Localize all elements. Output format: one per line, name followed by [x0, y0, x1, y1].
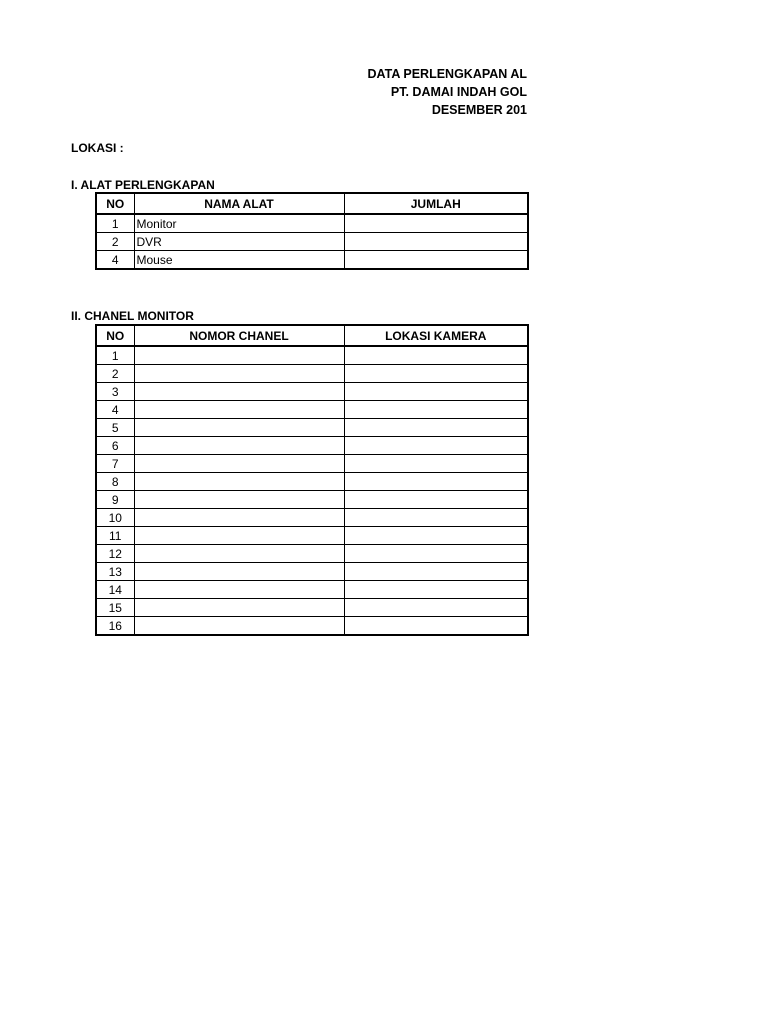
table-row	[96, 491, 528, 509]
cell-lokasi-kamera	[344, 437, 528, 455]
cell-lokasi-kamera	[344, 563, 528, 581]
cell-no: 9	[96, 491, 134, 509]
cell-lokasi-kamera	[344, 509, 528, 527]
cell-no: 5	[96, 419, 134, 437]
cell-lokasi-kamera	[344, 419, 528, 437]
document-date: DESEMBER 201	[431, 103, 527, 117]
cell-lokasi-kamera	[344, 383, 528, 401]
cell-nomor-chanel	[134, 563, 344, 581]
column-header-nomor-chanel: NOMOR CHANEL	[134, 325, 344, 346]
cell-nomor-chanel	[134, 491, 344, 509]
document-title: DATA PERLENGKAPAN AL	[367, 67, 527, 81]
column-header-lokasi-kamera: LOKASI KAMERA	[344, 325, 528, 346]
cell-lokasi-kamera	[344, 401, 528, 419]
table-row	[96, 251, 528, 270]
cell-no: 2	[96, 365, 134, 383]
cell-lokasi-kamera	[344, 455, 528, 473]
cell-no: 3	[96, 383, 134, 401]
table-row	[96, 419, 528, 437]
column-header-nama-alat: NAMA ALAT	[134, 193, 344, 214]
table-row	[96, 617, 528, 636]
cell-no: 2	[96, 233, 134, 251]
cell-no: 13	[96, 563, 134, 581]
column-header-no: NO	[96, 325, 134, 346]
table-row	[96, 545, 528, 563]
cell-nama-alat: Mouse	[134, 251, 344, 270]
cell-no: 10	[96, 509, 134, 527]
table-row	[96, 581, 528, 599]
cell-jumlah	[344, 214, 528, 233]
cell-nomor-chanel	[134, 527, 344, 545]
cell-no: 4	[96, 401, 134, 419]
column-header-no: NO	[96, 193, 134, 214]
cell-jumlah	[344, 251, 528, 270]
cell-no: 4	[96, 251, 134, 270]
table-row	[96, 455, 528, 473]
cell-lokasi-kamera	[344, 473, 528, 491]
table-row	[96, 383, 528, 401]
cell-nomor-chanel	[134, 545, 344, 563]
cell-lokasi-kamera	[344, 365, 528, 383]
cell-lokasi-kamera	[344, 617, 528, 636]
cell-nomor-chanel	[134, 509, 344, 527]
cell-lokasi-kamera	[344, 545, 528, 563]
cell-nomor-chanel	[134, 599, 344, 617]
cell-lokasi-kamera	[344, 599, 528, 617]
table-row	[96, 599, 528, 617]
cell-nomor-chanel	[134, 365, 344, 383]
section-2-title: II. CHANEL MONITOR	[71, 309, 194, 323]
cell-no: 12	[96, 545, 134, 563]
cell-no: 7	[96, 455, 134, 473]
channel-table	[95, 324, 529, 636]
table-header-row	[96, 193, 528, 214]
table-row	[96, 563, 528, 581]
cell-jumlah	[344, 233, 528, 251]
table-row	[96, 509, 528, 527]
cell-nomor-chanel	[134, 346, 344, 365]
table-row	[96, 346, 528, 365]
table-row	[96, 365, 528, 383]
cell-nomor-chanel	[134, 437, 344, 455]
table-row	[96, 527, 528, 545]
cell-nama-alat: Monitor	[134, 214, 344, 233]
cell-nomor-chanel	[134, 473, 344, 491]
cell-no: 16	[96, 617, 134, 636]
cell-lokasi-kamera	[344, 527, 528, 545]
table-row	[96, 437, 528, 455]
table-row	[96, 401, 528, 419]
cell-nomor-chanel	[134, 401, 344, 419]
cell-nomor-chanel	[134, 419, 344, 437]
table-row	[96, 233, 528, 251]
table-header-row	[96, 325, 528, 346]
cell-lokasi-kamera	[344, 581, 528, 599]
cell-no: 6	[96, 437, 134, 455]
cell-no: 8	[96, 473, 134, 491]
column-header-jumlah: JUMLAH	[344, 193, 528, 214]
cell-no: 15	[96, 599, 134, 617]
cell-no: 11	[96, 527, 134, 545]
table-row	[96, 473, 528, 491]
cell-no: 14	[96, 581, 134, 599]
cell-nomor-chanel	[134, 383, 344, 401]
cell-nomor-chanel	[134, 617, 344, 636]
table-row	[96, 214, 528, 233]
cell-lokasi-kamera	[344, 491, 528, 509]
cell-no: 1	[96, 346, 134, 365]
cell-nama-alat: DVR	[134, 233, 344, 251]
section-1-title: I. ALAT PERLENGKAPAN	[71, 178, 215, 192]
cell-lokasi-kamera	[344, 346, 528, 365]
company-name: PT. DAMAI INDAH GOL	[390, 85, 527, 99]
cell-nomor-chanel	[134, 455, 344, 473]
lokasi-label: LOKASI :	[71, 141, 124, 155]
cell-nomor-chanel	[134, 581, 344, 599]
cell-no: 1	[96, 214, 134, 233]
equipment-table	[95, 192, 529, 270]
